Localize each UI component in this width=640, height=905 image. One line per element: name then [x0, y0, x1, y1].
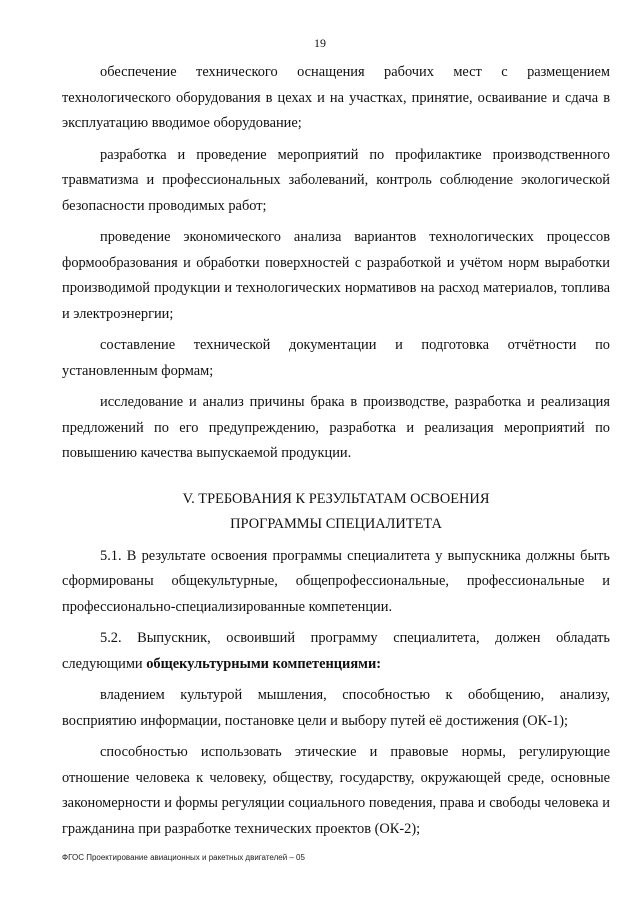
page-footer: ФГОС Проектирование авиационных и ракетных двигателей – 05: [62, 853, 305, 862]
paragraph-5-2-bold: общекультурными компетенциями:: [146, 655, 382, 672]
paragraph-5-2-text: 5.2. Выпускник, освоивший программу специалитета, должен обладать следующими: [62, 630, 610, 672]
competency-ok2: способностью использовать этические и правовые нормы, регулирующие отношение человека к человеку, обществу, государству, окружающей среде, основные закономерности и формы регуляции социального поведения, права и свободы человека и гражданина при разработке технических проектов (ОК-2);: [62, 744, 610, 837]
section-heading-line2: ПРОГРАММЫ СПЕЦИАЛИТЕТА: [230, 516, 442, 532]
paragraph-5-1: 5.1. В результате освоения программы специалитета у выпускника должны быть сформированы общекультурные, общепрофессиональные, профессиональные и профессионально-специализированные компетенции.: [62, 547, 610, 615]
paragraph: исследование и анализ причины брака в производстве, разработка и реализация предложений по его предупреждению, разработка и реализация мероприятий по повышению качества выпускаемой продукции.: [62, 394, 610, 461]
competency-ok1: владением культурой мышления, способностью к обобщению, анализу, восприятию информации, постановке цели и выбору путей её достижения (ОК-1);: [62, 687, 610, 729]
paragraph-5-2: [62, 626, 610, 677]
section-heading-line1: V. ТРЕБОВАНИЯ К РЕЗУЛЬТАТАМ ОСВОЕНИЯ: [182, 490, 490, 507]
paragraph: проведение экономического анализа вариантов технологических процессов формообразования и обработки поверхностей с разработкой и учётом норм выработки производимой продукции и технологических нормативов на расход материалов, топлива и электроэнергии;: [62, 229, 610, 322]
paragraph: составление технической документации и подготовка отчётности по установленным формам;: [62, 337, 610, 379]
page-number: 19: [314, 36, 326, 50]
document-body: [62, 60, 610, 848]
paragraph: обеспечение технического оснащения рабочих мест с размещением технологического оборудования в цехах и на участках, принятие, осваивание и сдача в эксплуатацию вводимое оборудование;: [62, 64, 610, 131]
paragraph: разработка и проведение мероприятий по профилактике производственного травматизма и профессиональных заболеваний, контроль соблюдение экологической безопасности проводимых работ;: [62, 146, 610, 214]
section-heading: [62, 487, 610, 538]
